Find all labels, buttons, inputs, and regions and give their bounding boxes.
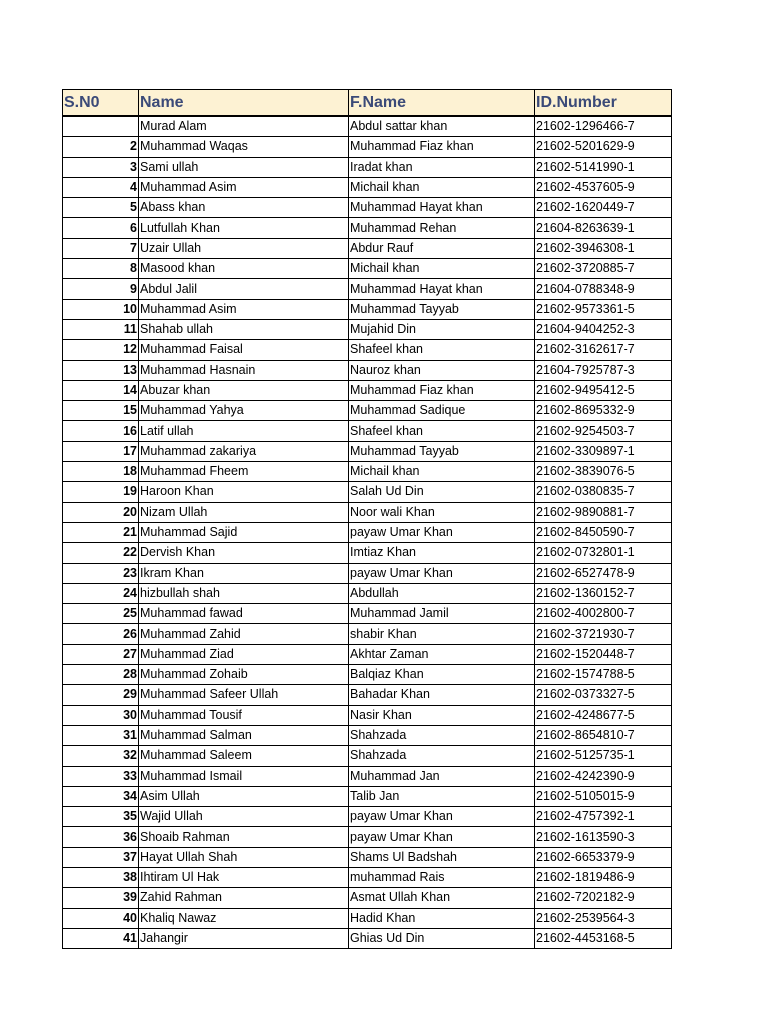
cell-sno[interactable]: 36 [63,827,139,847]
cell-id-number[interactable]: 21602-4453168-5 [535,928,672,948]
cell-sno[interactable]: 20 [63,502,139,522]
cell-id-number[interactable]: 21602-5201629-9 [535,137,672,157]
cell-name[interactable]: Khaliq Nawaz [139,908,349,928]
cell-id-number[interactable]: 21604-8263639-1 [535,218,672,238]
cell-id-number[interactable]: 21602-8654810-7 [535,725,672,745]
cell-sno[interactable]: 21 [63,522,139,542]
cell-name[interactable]: Haroon Khan [139,482,349,502]
cell-sno[interactable]: 30 [63,705,139,725]
cell-sno[interactable]: 24 [63,583,139,603]
cell-sno[interactable]: 4 [63,177,139,197]
cell-id-number[interactable]: 21602-9495412-5 [535,380,672,400]
cell-sno[interactable]: 11 [63,319,139,339]
table-row [63,583,672,603]
cell-id-number[interactable]: 21602-5141990-1 [535,157,672,177]
cell-sno[interactable]: 3 [63,157,139,177]
cell-name[interactable]: Muhammad Asim [139,299,349,319]
cell-name[interactable]: Dervish Khan [139,543,349,563]
cell-name[interactable]: Muhammad Hasnain [139,360,349,380]
cell-fname[interactable]: payaw Umar Khan [349,522,535,542]
cell-name[interactable]: hizbullah shah [139,583,349,603]
cell-fname[interactable]: Hadid Khan [349,908,535,928]
cell-sno[interactable]: 5 [63,198,139,218]
cell-id-number[interactable]: 21602-6653379-9 [535,847,672,867]
cell-sno[interactable]: 17 [63,441,139,461]
cell-id-number[interactable]: 21602-0373327-5 [535,685,672,705]
cell-fname[interactable]: Muhammad Hayat khan [349,198,535,218]
table-row [63,340,672,360]
cell-fname[interactable]: Nasir Khan [349,705,535,725]
table-row [63,725,672,745]
cell-sno[interactable]: 7 [63,238,139,258]
cell-sno[interactable]: 28 [63,665,139,685]
cell-fname[interactable]: Balqiaz Khan [349,665,535,685]
cell-id-number[interactable]: 21602-3309897-1 [535,441,672,461]
table-row [63,766,672,786]
table-row [63,888,672,908]
header-name: Name [139,90,349,117]
cell-sno[interactable]: 38 [63,867,139,887]
table-row [63,746,672,766]
cell-sno[interactable]: 16 [63,421,139,441]
cell-sno[interactable]: 27 [63,644,139,664]
table-row [63,807,672,827]
table-row [63,827,672,847]
table-row [63,502,672,522]
cell-name[interactable]: Shahab ullah [139,319,349,339]
cell-id-number[interactable]: 21602-1520448-7 [535,644,672,664]
cell-fname[interactable]: shabir Khan [349,624,535,644]
cell-sno[interactable]: 31 [63,725,139,745]
cell-fname[interactable]: Muhammad Rehan [349,218,535,238]
cell-name[interactable]: Abdul Jalil [139,279,349,299]
cell-id-number[interactable]: 21602-8450590-7 [535,522,672,542]
cell-sno[interactable]: 12 [63,340,139,360]
cell-fname[interactable]: Ghias Ud Din [349,928,535,948]
cell-sno[interactable]: 22 [63,543,139,563]
cell-id-number[interactable]: 21602-1360152-7 [535,583,672,603]
student-table [62,89,672,949]
table-row [63,360,672,380]
table-row [63,685,672,705]
cell-id-number[interactable]: 21602-1574788-5 [535,665,672,685]
cell-name[interactable]: Latif ullah [139,421,349,441]
cell-fname[interactable]: Shams Ul Badshah [349,847,535,867]
cell-id-number[interactable]: 21602-1613590-3 [535,827,672,847]
cell-fname[interactable]: Shahzada [349,746,535,766]
table-row [63,482,672,502]
table-row [63,299,672,319]
cell-name[interactable]: Muhammad Zohaib [139,665,349,685]
header-row [63,90,672,117]
cell-fname[interactable]: Muhammad Tayyab [349,441,535,461]
cell-name[interactable]: Zahid Rahman [139,888,349,908]
table-row [63,644,672,664]
cell-id-number[interactable]: 21602-1296466-7 [535,116,672,137]
cell-sno[interactable]: 39 [63,888,139,908]
cell-sno[interactable]: 29 [63,685,139,705]
cell-id-number[interactable]: 21604-0788348-9 [535,279,672,299]
table-row [63,705,672,725]
cell-name[interactable]: Hayat Ullah Shah [139,847,349,867]
cell-name[interactable]: Muhammad Faisal [139,340,349,360]
cell-fname[interactable]: Muhammad Sadique [349,401,535,421]
cell-fname[interactable]: Shahzada [349,725,535,745]
cell-fname[interactable]: Abdur Rauf [349,238,535,258]
cell-name[interactable]: Asim Ullah [139,786,349,806]
cell-id-number[interactable]: 21602-9254503-7 [535,421,672,441]
cell-name[interactable]: Muhammad Safeer Ullah [139,685,349,705]
cell-fname[interactable]: payaw Umar Khan [349,563,535,583]
cell-id-number[interactable]: 21604-9404252-3 [535,319,672,339]
cell-name[interactable]: Muhammad Ziad [139,644,349,664]
cell-name[interactable]: Sami ullah [139,157,349,177]
cell-id-number[interactable]: 21602-1620449-7 [535,198,672,218]
cell-sno[interactable]: 41 [63,928,139,948]
cell-fname[interactable]: Abdul sattar khan [349,116,535,137]
table-row [63,279,672,299]
cell-id-number[interactable]: 21602-6527478-9 [535,563,672,583]
cell-fname[interactable]: Salah Ud Din [349,482,535,502]
table-row [63,380,672,400]
cell-name[interactable]: Muhammad Yahya [139,401,349,421]
cell-sno[interactable]: 34 [63,786,139,806]
table-row [63,259,672,279]
table-row [63,665,672,685]
cell-sno[interactable]: 23 [63,563,139,583]
cell-fname[interactable]: Muhammad Tayyab [349,299,535,319]
cell-sno[interactable]: 33 [63,766,139,786]
cell-id-number[interactable]: 21602-1819486-9 [535,867,672,887]
cell-name[interactable]: Muhammad Saleem [139,746,349,766]
cell-sno[interactable]: 9 [63,279,139,299]
cell-name[interactable]: Muhammad Zahid [139,624,349,644]
cell-name[interactable]: Abass khan [139,198,349,218]
cell-fname[interactable]: Bahadar Khan [349,685,535,705]
cell-fname[interactable]: Nauroz khan [349,360,535,380]
table-row [63,198,672,218]
cell-id-number[interactable]: 21602-2539564-3 [535,908,672,928]
table-row [63,624,672,644]
cell-name[interactable]: Lutfullah Khan [139,218,349,238]
cell-id-number[interactable]: 21602-5105015-9 [535,786,672,806]
header-id-number: ID.Number [535,90,672,117]
header-sno: S.N0 [63,90,139,117]
cell-id-number[interactable]: 21602-3946308-1 [535,238,672,258]
cell-name[interactable]: Murad Alam [139,116,349,137]
cell-name[interactable]: Muhammad Fheem [139,462,349,482]
table-row [63,867,672,887]
cell-fname[interactable]: Michail khan [349,259,535,279]
cell-id-number[interactable]: 21602-7202182-9 [535,888,672,908]
cell-name[interactable]: Jahangir [139,928,349,948]
cell-id-number[interactable]: 21602-3162617-7 [535,340,672,360]
cell-sno[interactable]: 40 [63,908,139,928]
cell-name[interactable]: Muhammad Ismail [139,766,349,786]
cell-fname[interactable]: payaw Umar Khan [349,807,535,827]
cell-id-number[interactable]: 21602-8695332-9 [535,401,672,421]
cell-id-number[interactable]: 21602-5125735-1 [535,746,672,766]
cell-name[interactable]: Muhammad Sajid [139,522,349,542]
cell-name[interactable]: Nizam Ullah [139,502,349,522]
cell-sno[interactable]: 14 [63,380,139,400]
cell-id-number[interactable]: 21602-9573361-5 [535,299,672,319]
table-row [63,157,672,177]
table-row [63,786,672,806]
cell-sno[interactable]: 2 [63,137,139,157]
cell-fname[interactable]: Abdullah [349,583,535,603]
cell-id-number[interactable]: 21602-4242390-9 [535,766,672,786]
cell-fname[interactable]: Muhammad Hayat khan [349,279,535,299]
cell-sno[interactable]: 32 [63,746,139,766]
cell-fname[interactable]: Noor wali Khan [349,502,535,522]
cell-id-number[interactable]: 21602-4248677-5 [535,705,672,725]
cell-sno[interactable]: 18 [63,462,139,482]
cell-fname[interactable]: Muhammad Jamil [349,604,535,624]
table-row [63,421,672,441]
cell-fname[interactable]: Muhammad Fiaz khan [349,137,535,157]
cell-fname[interactable]: Shafeel khan [349,421,535,441]
table-row [63,928,672,948]
cell-name[interactable]: Wajid Ullah [139,807,349,827]
cell-name[interactable]: Muhammad Salman [139,725,349,745]
cell-id-number[interactable]: 21602-0732801-1 [535,543,672,563]
cell-sno[interactable]: 13 [63,360,139,380]
table-row [63,543,672,563]
cell-sno[interactable]: 19 [63,482,139,502]
table-row [63,137,672,157]
cell-sno[interactable]: 37 [63,847,139,867]
cell-name[interactable]: Ihtiram Ul Hak [139,867,349,887]
cell-name[interactable]: Abuzar khan [139,380,349,400]
cell-fname[interactable]: Shafeel khan [349,340,535,360]
cell-id-number[interactable]: 21602-3839076-5 [535,462,672,482]
table-row [63,441,672,461]
table-row [63,319,672,339]
cell-fname[interactable]: Imtiaz Khan [349,543,535,563]
cell-id-number[interactable]: 21602-4002800-7 [535,604,672,624]
cell-fname[interactable]: Muhammad Fiaz khan [349,380,535,400]
cell-fname[interactable]: Akhtar Zaman [349,644,535,664]
cell-sno[interactable]: 15 [63,401,139,421]
cell-id-number[interactable]: 21602-0380835-7 [535,482,672,502]
cell-id-number[interactable]: 21602-4757392-1 [535,807,672,827]
cell-fname[interactable]: Talib Jan [349,786,535,806]
cell-name[interactable]: Muhammad zakariya [139,441,349,461]
cell-name[interactable]: Muhammad Asim [139,177,349,197]
cell-id-number[interactable]: 21604-7925787-3 [535,360,672,380]
cell-fname[interactable]: Michail khan [349,177,535,197]
cell-name[interactable]: Muhammad Waqas [139,137,349,157]
cell-fname[interactable]: Mujahid Din [349,319,535,339]
cell-name[interactable]: Ikram Khan [139,563,349,583]
cell-name[interactable]: Uzair Ullah [139,238,349,258]
cell-fname[interactable]: Michail khan [349,462,535,482]
cell-fname[interactable]: payaw Umar Khan [349,827,535,847]
cell-name[interactable]: Shoaib Rahman [139,827,349,847]
cell-fname[interactable]: Asmat Ullah Khan [349,888,535,908]
cell-id-number[interactable]: 21602-4537605-9 [535,177,672,197]
table-row [63,462,672,482]
cell-name[interactable]: Muhammad fawad [139,604,349,624]
table-body [63,90,672,949]
cell-sno[interactable]: 10 [63,299,139,319]
cell-name[interactable]: Muhammad Tousif [139,705,349,725]
table-row [63,604,672,624]
table-row [63,218,672,238]
cell-sno[interactable]: 26 [63,624,139,644]
table-row [63,401,672,421]
cell-id-number[interactable]: 21602-9890881-7 [535,502,672,522]
header-fname: F.Name [349,90,535,117]
cell-sno[interactable]: 6 [63,218,139,238]
table-row [63,563,672,583]
table-row [63,847,672,867]
cell-fname[interactable]: Iradat khan [349,157,535,177]
cell-name[interactable]: Masood khan [139,259,349,279]
cell-fname[interactable]: Muhammad Jan [349,766,535,786]
cell-sno[interactable] [63,116,139,137]
table-row [63,238,672,258]
cell-sno[interactable]: 25 [63,604,139,624]
table-row [63,177,672,197]
table-row [63,908,672,928]
cell-id-number[interactable]: 21602-3721930-7 [535,624,672,644]
cell-sno[interactable]: 8 [63,259,139,279]
cell-fname[interactable]: muhammad Rais [349,867,535,887]
table-row [63,522,672,542]
cell-id-number[interactable]: 21602-3720885-7 [535,259,672,279]
table-row [63,116,672,137]
cell-sno[interactable]: 35 [63,807,139,827]
